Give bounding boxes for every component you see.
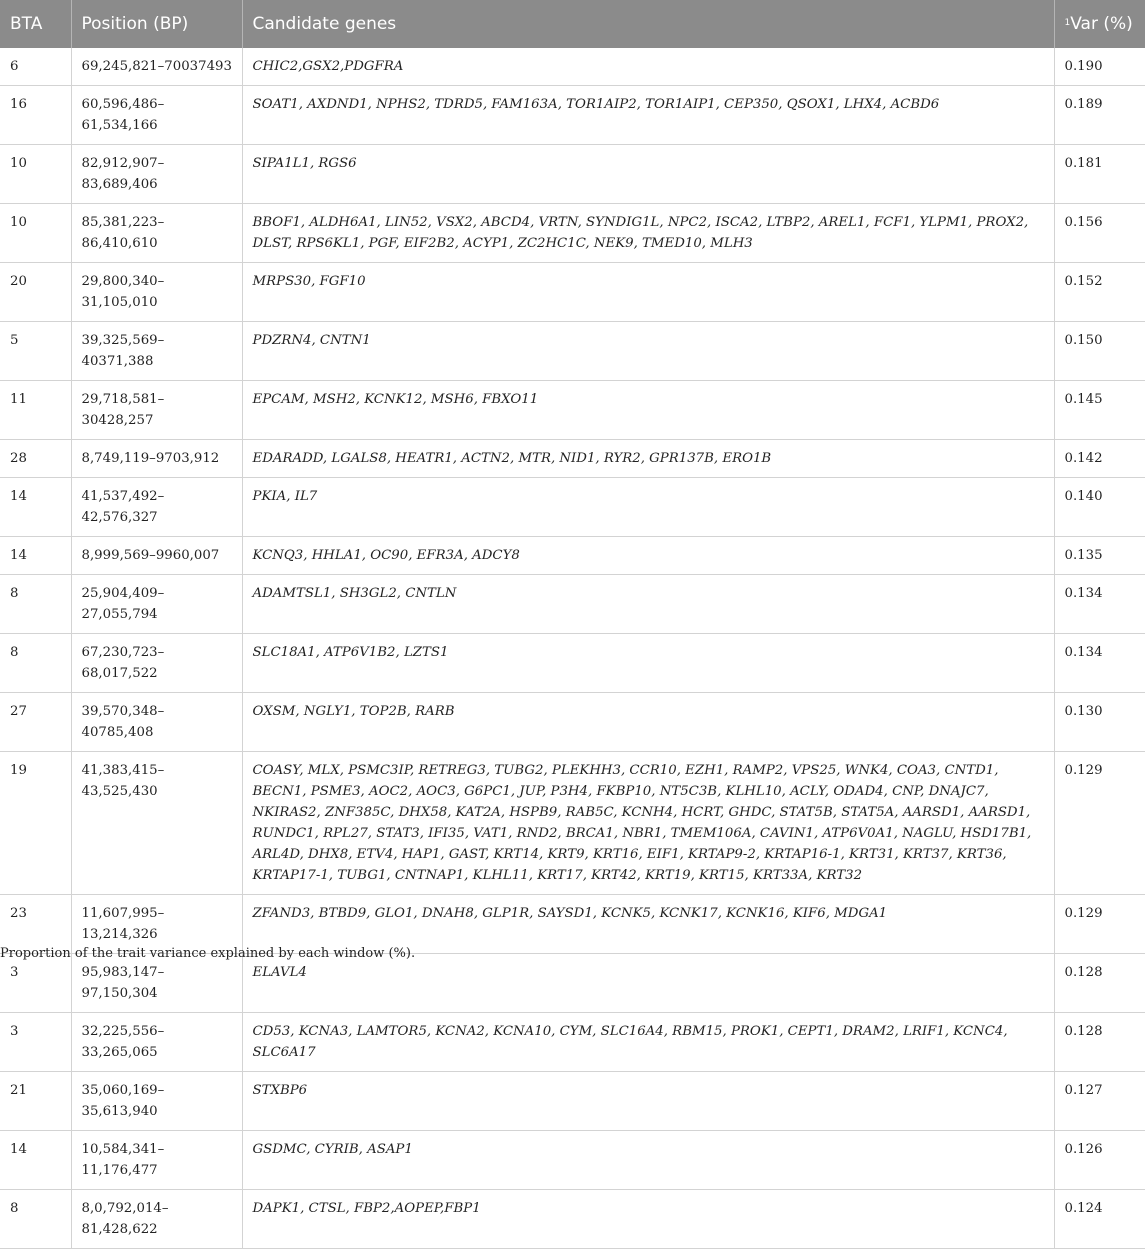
table-body [0,48,1145,1249]
cell-genes: PKIA, IL7 [242,478,1054,537]
cell-bta: 27 [0,693,71,752]
cell-position: 39,570,348–40785,408 [71,693,242,752]
cell-var: 0.134 [1054,634,1145,693]
table-row [0,752,1145,895]
cell-position: 85,381,223–86,410,610 [71,204,242,263]
cell-position: 32,225,556–33,265,065 [71,1013,242,1072]
cell-var: 0.152 [1054,263,1145,322]
cell-var: 0.140 [1054,478,1145,537]
cell-genes: COASY, MLX, PSMC3IP, RETREG3, TUBG2, PLEKHH3, CCR10, EZH1, RAMP2, VPS25, WNK4, COA3, CNTD1, BECN1, PSME3, AOC2, AOC3, G6PC1, JUP, P3H4, FKBP10, NT5C3B, KLHL10, ACLY, ODAD4, CNP, DNAJC7, NKIRAS2, ZNF385C, DHX58, KAT2A, HSPB9, RAB5C, KCNH4, HCRT, GHDC, STAT5B, STAT5A, AARSD1, AARSD1, RUNDC1, RPL27, STAT3, IFI35, VAT1, RND2, BRCA1, NBR1, TMEM106A, CAVIN1, ATP6V0A1, NAGLU, HSD17B1, ARL4D, DHX8, ETV4, HAP1, GAST, KRT14, KRT9, KRT16, EIF1, KRTAP9-2, KRTAP16-1, KRT31, KRT37, KRT36, KRTAP17-1, TUBG1, CNTNAP1, KLHL11, KRT17, KRT42, KRT19, KRT15, KRT33A, KRT32 [242,752,1054,895]
header-row [0,0,1145,48]
cell-var: 0.124 [1054,1190,1145,1249]
table-row [0,575,1145,634]
table-row [0,322,1145,381]
cell-position: 69,245,821–70037493 [71,48,242,86]
table-row [0,263,1145,322]
cell-bta: 16 [0,86,71,145]
cell-position: 29,800,340–31,105,010 [71,263,242,322]
table-row [0,634,1145,693]
cell-position: 82,912,907–83,689,406 [71,145,242,204]
cell-position: 35,060,169–35,613,940 [71,1072,242,1131]
table-row [0,48,1145,86]
cell-var: 0.145 [1054,381,1145,440]
table-row [0,1072,1145,1131]
cell-bta: 3 [0,1013,71,1072]
cell-bta: 19 [0,752,71,895]
cell-position: 10,584,341–11,176,477 [71,1131,242,1190]
cell-position: 39,325,569–40371,388 [71,322,242,381]
cell-position: 11,607,995–13,214,326 [71,895,242,954]
cell-bta: 20 [0,263,71,322]
footnote: Proportion of the trait variance explained by each window (%). [0,946,416,961]
cell-bta: 10 [0,145,71,204]
table-row [0,1190,1145,1249]
cell-genes: KCNQ3, HHLA1, OC90, EFR3A, ADCY8 [242,537,1054,575]
table-row [0,381,1145,440]
header-var-label: Var (%) [1070,14,1133,34]
cell-genes: GSDMC, CYRIB, ASAP1 [242,1131,1054,1190]
cell-genes: EPCAM, MSH2, KCNK12, MSH6, FBXO11 [242,381,1054,440]
cell-bta: 3 [0,954,71,1013]
cell-var: 0.134 [1054,575,1145,634]
cell-position: 8,749,119–9703,912 [71,440,242,478]
cell-bta: 8 [0,575,71,634]
cell-genes: EDARADD, LGALS8, HEATR1, ACTN2, MTR, NID1, RYR2, GPR137B, ERO1B [242,440,1054,478]
cell-var: 0.190 [1054,48,1145,86]
cell-var: 0.189 [1054,86,1145,145]
cell-genes: STXBP6 [242,1072,1054,1131]
cell-genes: SIPA1L1, RGS6 [242,145,1054,204]
cell-position: 41,537,492–42,576,327 [71,478,242,537]
cell-position: 8,999,569–9960,007 [71,537,242,575]
cell-position: 25,904,409–27,055,794 [71,575,242,634]
cell-bta: 5 [0,322,71,381]
table-row [0,1013,1145,1072]
header-var-superscript: 1 [1064,18,1071,28]
cell-position: 8,0,792,014–81,428,622 [71,1190,242,1249]
cell-genes: PDZRN4, CNTN1 [242,322,1054,381]
cell-genes: OXSM, NGLY1, TOP2B, RARB [242,693,1054,752]
cell-var: 0.126 [1054,1131,1145,1190]
cell-var: 0.130 [1054,693,1145,752]
cell-position: 95,983,147–97,150,304 [71,954,242,1013]
table-row [0,478,1145,537]
cell-var: 0.128 [1054,954,1145,1013]
header-position: Position (BP) [71,0,242,48]
cell-genes: MRPS30, FGF10 [242,263,1054,322]
cell-position: 29,718,581–30428,257 [71,381,242,440]
cell-genes: CD53, KCNA3, LAMTOR5, KCNA2, KCNA10, CYM, SLC16A4, RBM15, PROK1, CEPT1, DRAM2, LRIF1, KCNC4, SLC6A17 [242,1013,1054,1072]
header-bta: BTA [0,0,71,48]
table-row [0,86,1145,145]
cell-genes: ADAMTSL1, SH3GL2, CNTLN [242,575,1054,634]
cell-var: 0.135 [1054,537,1145,575]
table-row [0,440,1145,478]
cell-var: 0.150 [1054,322,1145,381]
header-genes: Candidate genes [242,0,1054,48]
cell-genes: ZFAND3, BTBD9, GLO1, DNAH8, GLP1R, SAYSD1, KCNK5, KCNK17, KCNK16, KIF6, MDGA1 [242,895,1054,954]
table-row [0,1131,1145,1190]
table-row [0,693,1145,752]
cell-genes: SLC18A1, ATP6V1B2, LZTS1 [242,634,1054,693]
cell-position: 41,383,415–43,525,430 [71,752,242,895]
cell-var: 0.127 [1054,1072,1145,1131]
cell-var: 0.129 [1054,895,1145,954]
header-var [1054,0,1145,48]
cell-genes: CHIC2,GSX2,PDGFRA [242,48,1054,86]
cell-var: 0.129 [1054,752,1145,895]
cell-bta: 14 [0,478,71,537]
cell-genes: ELAVL4 [242,954,1054,1013]
cell-var: 0.142 [1054,440,1145,478]
cell-position: 67,230,723–68,017,522 [71,634,242,693]
cell-bta: 6 [0,48,71,86]
cell-var: 0.128 [1054,1013,1145,1072]
cell-position: 60,596,486–61,534,166 [71,86,242,145]
cell-genes: DAPK1, CTSL, FBP2,AOPEP,FBP1 [242,1190,1054,1249]
cell-bta: 14 [0,537,71,575]
cell-bta: 23 [0,895,71,954]
cell-bta: 8 [0,1190,71,1249]
cell-var: 0.156 [1054,204,1145,263]
cell-bta: 21 [0,1072,71,1131]
cell-genes: BBOF1, ALDH6A1, LIN52, VSX2, ABCD4, VRTN, SYNDIG1L, NPC2, ISCA2, LTBP2, AREL1, FCF1, YLPM1, PROX2, DLST, RPS6KL1, PGF, EIF2B2, ACYP1, ZC2HC1C, NEK9, TMED10, MLH3 [242,204,1054,263]
cell-genes: SOAT1, AXDND1, NPHS2, TDRD5, FAM163A, TOR1AIP2, TOR1AIP1, CEP350, QSOX1, LHX4, ACBD6 [242,86,1054,145]
table-row [0,204,1145,263]
cell-bta: 11 [0,381,71,440]
table-row [0,895,1145,954]
table-row [0,954,1145,1013]
cell-bta: 28 [0,440,71,478]
cell-bta: 10 [0,204,71,263]
cell-bta: 8 [0,634,71,693]
table-row [0,537,1145,575]
table-row [0,145,1145,204]
cell-var: 0.181 [1054,145,1145,204]
cell-bta: 14 [0,1131,71,1190]
